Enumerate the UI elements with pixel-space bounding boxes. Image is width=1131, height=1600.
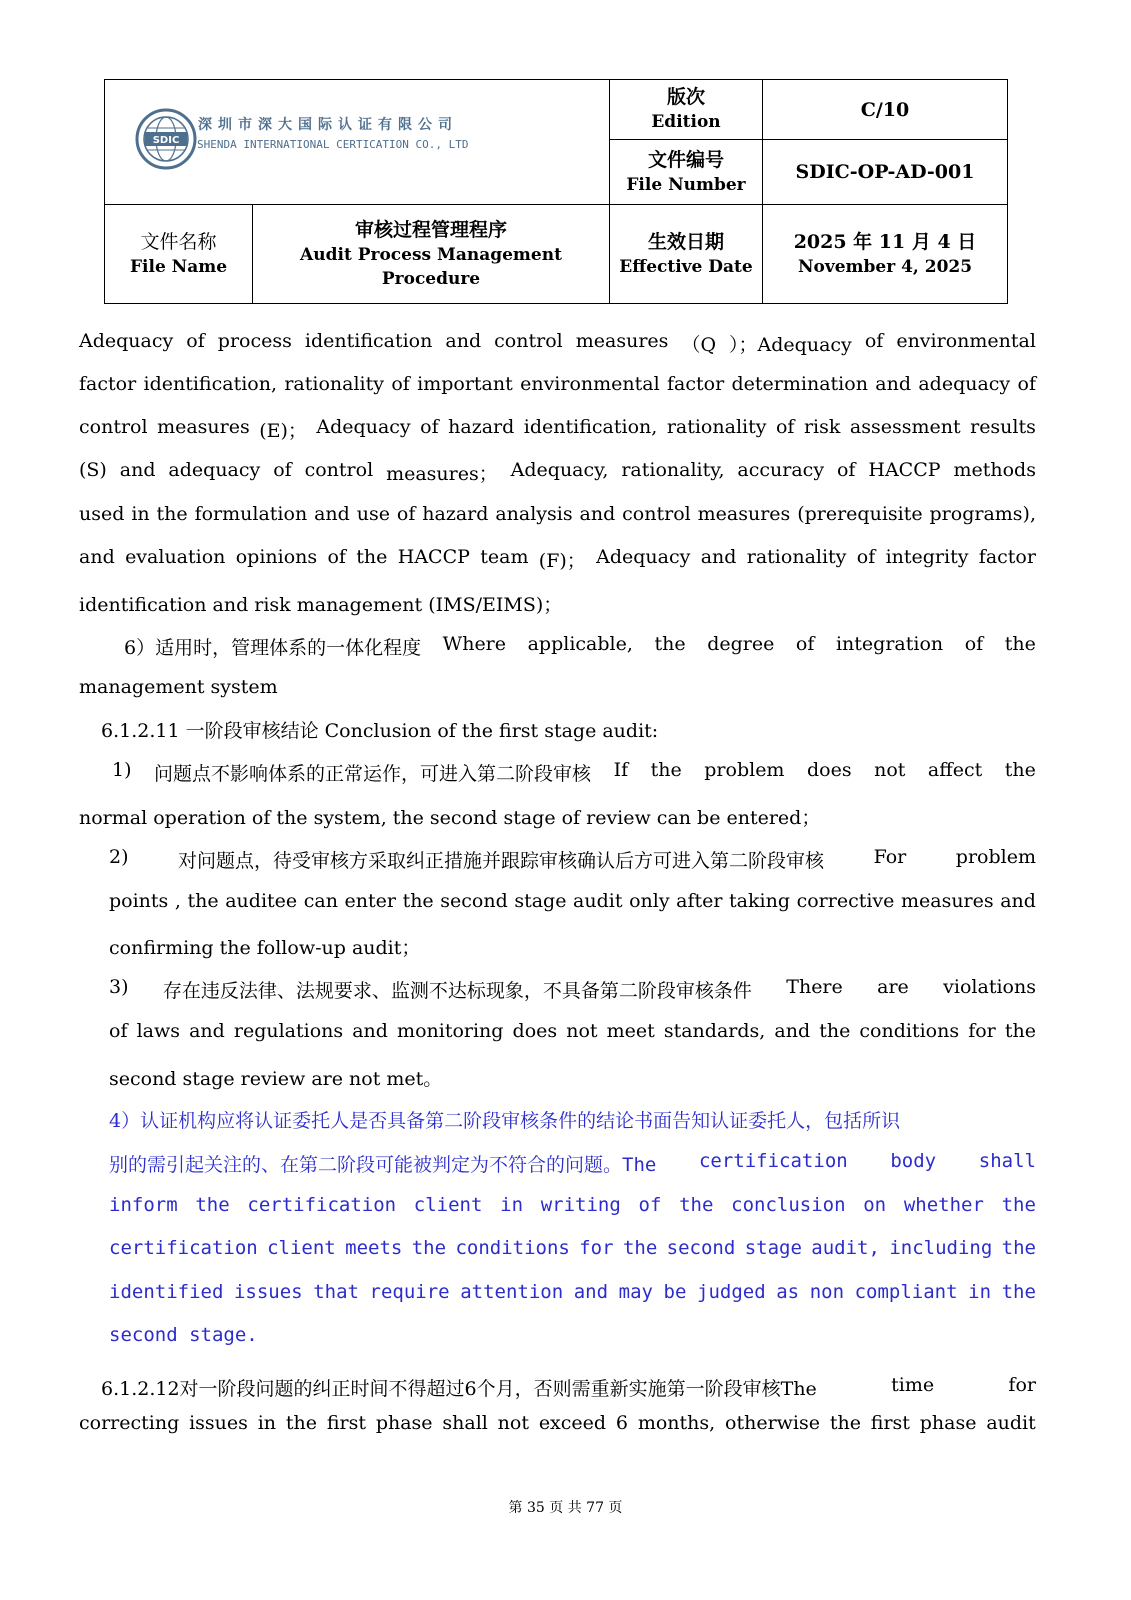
text-line: identification and risk management (IMS/EIMS)； (79, 594, 563, 616)
text-line: normal operation of the system, the second stage of review can be entered； (79, 807, 821, 829)
document-header-table (104, 79, 1008, 304)
effective-date-label-cell: 生效日期 Effective Date (610, 205, 763, 304)
text-line: certification client meets the conditions for the second stage audit, including the (109, 1237, 1036, 1259)
text-line: second stage review are not met。 (109, 1068, 443, 1090)
page-number-footer: 第 35 页 共 77 页 (508, 1500, 623, 1516)
section-heading-6-1-2-11: 6.1.2.11 一阶段审核结论 Conclusion of the first stage audit: (101, 720, 659, 742)
file-name-value-cell (253, 205, 610, 304)
text-line: (S) and adequacy of control measures； Adequacy, rationality, accuracy of HACCP methods (79, 459, 1036, 485)
text-line: management system (79, 676, 278, 698)
text-line: 3) 存在违反法律、法规要求、监测不达标现象，不具备第二阶段审核条件 There are violations (109, 976, 1036, 1002)
effective-date-cn: 2025 年 11 月 4 日 (793, 231, 977, 253)
effective-date-en: November 4, 2025 (797, 257, 973, 277)
text-line: Adequacy of process identification and control measures （Q ）；Adequacy of environmental (79, 330, 1036, 356)
text-line: 1) 问题点不影响体系的正常运作，可进入第二阶段审核 If the problem does not affect the (112, 759, 1036, 785)
file-number-value-cell (763, 140, 1008, 205)
svg-text:SDIC: SDIC (152, 135, 180, 146)
file-name-en: Audit Process Management Procedure (300, 244, 562, 289)
company-name-en: SHENDA INTERNATIONAL CERTICATION CO., LTD (197, 138, 469, 151)
text-line: correcting issues in the first phase shall not exceed 6 months, otherwise the first phase audit (79, 1412, 1036, 1434)
file-name-cn: 审核过程管理程序 (354, 218, 507, 241)
effective-date-value-cell (763, 205, 1008, 304)
text-line: second stage. (109, 1324, 258, 1346)
edition-label-cell: 版次 Edition (610, 80, 763, 140)
company-logo-icon (135, 108, 197, 170)
text-line: identified issues that require attention and may be judged as non compliant in the (109, 1281, 1036, 1303)
text-line: 2) 对问题点，待受审核方采取纠正措施并跟踪审核确认后方可进入第二阶段审核 For problem (109, 846, 1036, 872)
company-logo-cell (105, 80, 610, 205)
text-line: 6.1.2.12对一阶段问题的纠正时间不得超过6个月，否则需重新实施第一阶段审核The time for (101, 1374, 1036, 1400)
text-line: and evaluation opinions of the HACCP team (F)； Adequacy and rationality of integrity factor (79, 546, 1036, 572)
file-number-value: SDIC-OP-AD-001 (795, 161, 975, 183)
text-line: 别的需引起关注的、在第二阶段可能被判定为不符合的问题。The certification body shall (109, 1150, 1036, 1176)
text-line: control measures (E)； Adequacy of hazard identification, rationality of risk assessment results (79, 416, 1036, 442)
text-line: 6）适用时，管理体系的一体化程度 Where applicable, the degree of integration of the (124, 633, 1036, 659)
text-line: 4）认证机构应将认证委托人是否具备第二阶段审核条件的结论书面告知认证委托人，包括所识 (109, 1110, 901, 1132)
text-line: inform the certification client in writing of the conclusion on whether the (109, 1194, 1036, 1216)
text-line: used in the formulation and use of hazard analysis and control measures (prerequisite programs), (79, 503, 1036, 525)
company-name-cn: 深圳市深大国际认证有限公司 (198, 117, 458, 133)
edition-value: C/10 (860, 98, 910, 121)
text-line: points , the auditee can enter the second stage audit only after taking corrective measures and (109, 890, 1036, 912)
edition-value-cell (763, 80, 1008, 140)
text-line: confirming the follow-up audit； (109, 937, 421, 959)
text-line: of laws and regulations and monitoring does not meet standards, and the conditions for the (109, 1020, 1036, 1042)
file-name-label-cell: 文件名称 File Name (105, 205, 253, 304)
file-number-label-cell: 文件编号 File Number (610, 140, 763, 205)
text-line: factor identification, rationality of important environmental factor determination and adequacy of (79, 373, 1036, 395)
